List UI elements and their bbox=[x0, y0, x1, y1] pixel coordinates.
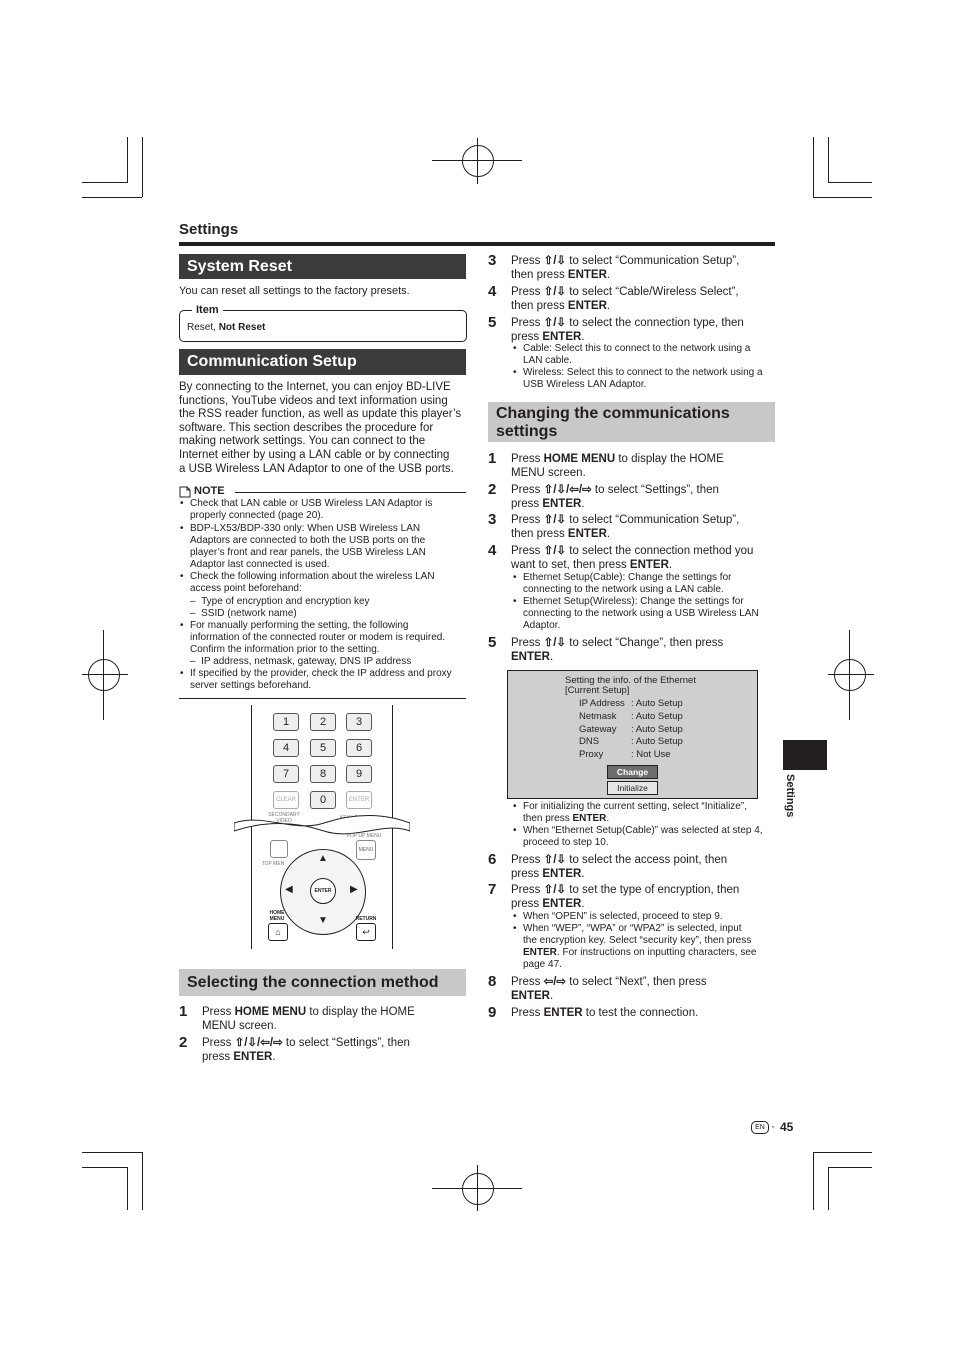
step-text: Press ⇧/⇩/⇦/⇨ to select “Settings”, then press ENTER. bbox=[511, 484, 719, 510]
step-number: 2 bbox=[488, 481, 497, 498]
arrow-left-icon: ◀ bbox=[285, 884, 293, 895]
ethernet-setup-screen bbox=[507, 670, 758, 799]
bullet-item: • For initializing the current setting, select “Initialize”, then press ENTER. bbox=[523, 801, 747, 825]
selecting-heading: Selecting the connection method bbox=[179, 969, 466, 996]
screen-row-label: IP Address bbox=[579, 698, 625, 709]
remote-popup-menu-label: POP UP MENU bbox=[346, 833, 382, 839]
step-number: 7 bbox=[488, 881, 497, 898]
remote-key-clear: CLEAR bbox=[273, 791, 299, 809]
note-icon bbox=[179, 485, 191, 497]
header-rule bbox=[179, 242, 775, 246]
step-text: Press ENTER to test the connection. bbox=[511, 1007, 699, 1019]
system-reset-intro: You can reset all settings to the factory presets. bbox=[179, 285, 410, 297]
bullet-item: • When “WEP”, “WPA” or “WPA2” is selected, input the encryption key. Select “security key”, then press ENTER. For instructions on inputting characters, see page 47. bbox=[523, 923, 756, 971]
system-reset-heading: System Reset bbox=[179, 254, 466, 279]
initialize-button[interactable]: Initialize bbox=[607, 781, 658, 795]
note-item: • If specified by the provider, check the IP address and proxy server settings beforehand. bbox=[190, 668, 452, 692]
note-item: • Check that LAN cable or USB Wireless LAN Adaptor is properly connected (page 20). bbox=[190, 498, 432, 522]
step-number: 1 bbox=[179, 1003, 188, 1020]
bullet-item: • Wireless: Select this to connect to the network using a USB Wireless LAN Adaptor. bbox=[523, 367, 763, 391]
step-text: Press ⇧/⇩ to select the connection type, then press ENTER. bbox=[511, 317, 744, 343]
arrow-up-icon: ▲ bbox=[318, 853, 328, 864]
step-number: 5 bbox=[488, 314, 497, 331]
remote-key-5: 5 bbox=[310, 739, 336, 757]
screen-row-value: : Not Use bbox=[631, 749, 671, 760]
remote-enter-key: ENTER bbox=[310, 878, 336, 904]
page-section-heading: Settings bbox=[179, 221, 239, 238]
remote-key-top-menu bbox=[270, 840, 288, 858]
step-text: Press ⇧/⇩ to select the connection method you want to set, then press ENTER. bbox=[511, 545, 754, 571]
bullet-item: • Ethernet Setup(Wireless): Change the settings for connecting to the network using a USB Wireless LAN Adaptor. bbox=[523, 596, 759, 632]
bullet-item: • When “OPEN” is selected, proceed to step 9. bbox=[523, 911, 723, 923]
remote-key-menu: MENU bbox=[356, 840, 376, 860]
screen-row-value: : Auto Setup bbox=[631, 711, 683, 722]
change-button[interactable]: Change bbox=[607, 765, 658, 779]
remote-key-9: 9 bbox=[346, 765, 372, 783]
screen-row-value: : Auto Setup bbox=[631, 698, 683, 709]
remote-key-2: 2 bbox=[310, 713, 336, 731]
bullet-item: • Cable: Select this to connect to the network using a LAN cable. bbox=[523, 343, 750, 367]
remote-key-8: 8 bbox=[310, 765, 336, 783]
remote-secondary-video-label: SECONDARY VIDEO bbox=[268, 812, 300, 824]
remote-home-menu-label: HOME MENU bbox=[269, 910, 285, 922]
arrow-right-icon: ▶ bbox=[350, 884, 358, 895]
step-number: 3 bbox=[488, 252, 497, 269]
bullet-item: • When “Ethernet Setup(Cable)” was selected at step 4, proceed to step 10. bbox=[523, 825, 763, 849]
screen-row-value: : Auto Setup bbox=[631, 736, 683, 747]
note-label: NOTE bbox=[194, 485, 225, 497]
remote-key-3: 3 bbox=[346, 713, 372, 731]
page-number: 45 bbox=[780, 1120, 794, 1134]
communication-setup-heading: Communication Setup bbox=[179, 349, 466, 375]
return-icon: ↩ bbox=[356, 923, 376, 941]
remote-top-menu-label: TOP MEN bbox=[261, 861, 285, 867]
screen-row-label: Proxy bbox=[579, 749, 604, 760]
note-item: • BDP-LX53/BDP-330 only: When USB Wireless LAN Adaptors are connected to both the USB ports on the player’s front and rear panels, the USB Wireless LAN Adaptor last connected is used. bbox=[190, 523, 426, 571]
step-text: Press ⇧/⇩ to select the access point, then press ENTER. bbox=[511, 854, 728, 880]
step-text: Press ⇧/⇩ to set the type of encryption, then press ENTER. bbox=[511, 884, 740, 910]
screen-row-label: Netmask bbox=[579, 711, 617, 722]
note-subitem: – Type of encryption and encryption key bbox=[190, 596, 370, 607]
arrow-down-icon: ▼ bbox=[318, 915, 328, 926]
screen-subtitle: [Current Setup] bbox=[565, 685, 630, 696]
changing-heading: Changing the communications settings bbox=[488, 402, 775, 442]
screen-row-value: : Auto Setup bbox=[631, 724, 683, 735]
side-tab bbox=[783, 740, 827, 770]
step-text: Press ⇧/⇩ to select “Cable/Wireless Select”, then press ENTER. bbox=[511, 286, 739, 312]
step-number: 9 bbox=[488, 1004, 497, 1021]
remote-illustration bbox=[248, 705, 396, 949]
step-text: Press HOME MENU to display the HOME MENU screen. bbox=[511, 453, 724, 479]
step-text: Press ⇧/⇩ to select “Change”, then press ENTER. bbox=[511, 637, 724, 663]
step-number: 6 bbox=[488, 851, 497, 868]
step-number: 4 bbox=[488, 542, 497, 559]
note-end-rule bbox=[179, 698, 466, 699]
step-text: Press ⇦/⇨ to select “Next”, then press ENTER. bbox=[511, 976, 707, 1002]
note-item: • For manually performing the setting, the following information of the connected router or modem is required. Confirm the information prior to the setting. bbox=[190, 620, 445, 656]
bullet-item: • Ethernet Setup(Cable): Change the settings for connecting to the network using a LAN cable. bbox=[523, 572, 731, 596]
remote-key-enter-small: ENTER bbox=[346, 791, 372, 809]
remote-return-label: RETURN bbox=[355, 916, 377, 922]
step-number: 8 bbox=[488, 973, 497, 990]
screen-title: Setting the info. of the Ethernet bbox=[565, 675, 696, 686]
step-text: Press ⇧/⇩/⇦/⇨ to select “Settings”, then press ENTER. bbox=[202, 1037, 410, 1063]
home-icon: ⌂ bbox=[268, 923, 288, 941]
step-number: 5 bbox=[488, 634, 497, 651]
item-values: Reset, Not Reset bbox=[187, 322, 266, 333]
language-badge: EN bbox=[751, 1121, 769, 1134]
item-label: Item bbox=[192, 304, 223, 316]
remote-key-7: 7 bbox=[273, 765, 299, 783]
screen-row-label: Gateway bbox=[579, 724, 617, 735]
remote-key-4: 4 bbox=[273, 739, 299, 757]
remote-break-wave bbox=[234, 813, 410, 839]
screen-row-label: DNS bbox=[579, 736, 600, 747]
footer-separator: · bbox=[771, 1119, 775, 1133]
remote-key-0: 0 bbox=[310, 791, 336, 809]
step-number: 1 bbox=[488, 450, 497, 467]
step-text: Press ⇧/⇩ to select “Communication Setup”, then press ENTER. bbox=[511, 514, 740, 540]
note-subitem: – SSID (network name) bbox=[190, 608, 297, 619]
remote-key-6: 6 bbox=[346, 739, 372, 757]
step-number: 4 bbox=[488, 283, 497, 300]
step-text: Press HOME MENU to display the HOME MENU screen. bbox=[202, 1006, 415, 1032]
remote-key-1: 1 bbox=[273, 713, 299, 731]
note-rule bbox=[235, 492, 466, 493]
step-number: 2 bbox=[179, 1034, 188, 1051]
step-number: 3 bbox=[488, 511, 497, 528]
note-subitem: – IP address, netmask, gateway, DNS IP address bbox=[190, 656, 412, 667]
side-tab-label: Settings bbox=[784, 774, 796, 818]
note-item: • Check the following information about the wireless LAN access point beforehand: bbox=[190, 571, 435, 595]
step-text: Press ⇧/⇩ to select “Communication Setup”, then press ENTER. bbox=[511, 255, 740, 281]
communication-setup-body: By connecting to the Internet, you can enjoy BD-LIVE functions, YouTube videos and text information using the RSS reader function, as well as update this player’s software. This section describes the procedure for making network settings. You can connect to the Internet either by using a LAN cable or by connecting a USB Wireless LAN Adaptor to one of the USB ports. bbox=[179, 381, 462, 475]
